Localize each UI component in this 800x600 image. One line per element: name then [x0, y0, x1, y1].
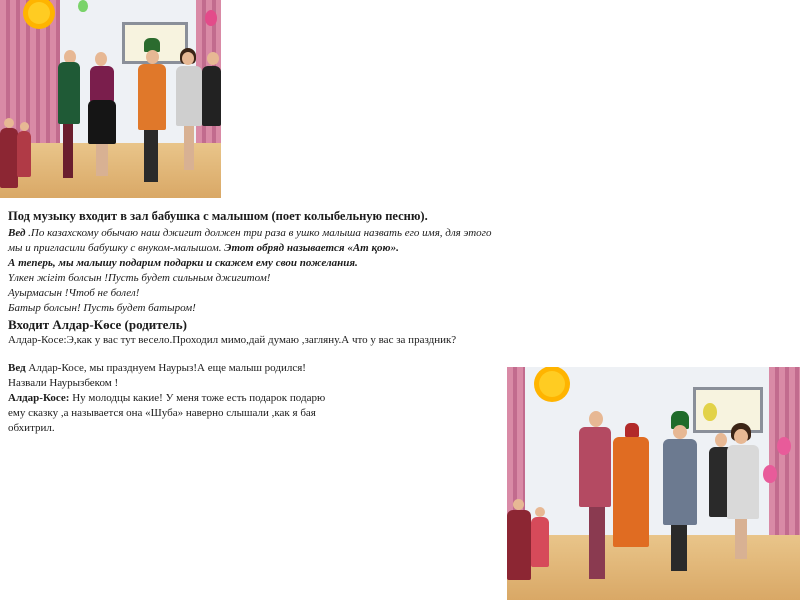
sun-decoration: [539, 371, 565, 397]
ritual-name: Этот обряд называется «Ат қою».: [224, 241, 399, 254]
wish-line-1: Үлкен жігіт болсын !Пусть будет сильным джигитом!: [8, 271, 271, 284]
sun-decoration: [28, 2, 50, 24]
aldar-text: Ну молодцы какие! У меня тоже есть подарок подарю ему сказку ,а называется она «Шуба» наверно слышали ,как я бая обхитрил.: [8, 391, 326, 434]
balloon: [763, 465, 777, 483]
gifts-line: А теперь, мы малышу подарим подарки и скажем ему свои пожелания.: [8, 256, 358, 269]
aldar-first-line: Алдар-Косе:Э,как у вас тут весело.Проходил мимо,дай думаю ,загляну.А что у вас за праздник?: [8, 333, 457, 346]
wish-line-2: Ауырмасын !Чтоб не болел!: [8, 286, 140, 299]
speaker-ved: Вед: [8, 226, 26, 239]
ved-text: Алдар-Косе, мы празднуем Наурыз!А еще малыш родился! Назвали Наурызбеком !: [8, 361, 306, 389]
aldar-enter-heading: Входит Алдар-Көсе (родитель): [8, 316, 187, 332]
aldar-paragraph: [8, 391, 328, 436]
speaker-aldar: Алдар-Косе:: [8, 391, 70, 404]
presenter-paragraph: [8, 226, 493, 256]
curtain-right: [769, 367, 800, 549]
wish-line-3: Батыр болсын! Пусть будет батыром!: [8, 301, 196, 314]
script-text: [8, 208, 493, 436]
photo-bottom-aldar-kose: [507, 367, 800, 600]
dialogue-column: [8, 361, 328, 436]
balloon: [703, 403, 717, 421]
speaker-ved-2: Вед: [8, 361, 26, 374]
balloon: [205, 10, 217, 26]
balloon: [777, 437, 791, 455]
narration-title: Под музыку входит в зал бабушка с малышом (поет колыбельную песню).: [8, 209, 428, 223]
spacer: [8, 348, 493, 361]
presenter-text: .По казахскому обычаю наш джигит должен три раза в ушко малыша назвать его имя, для этого мы и пригласили бабушку с внуком-малышом.: [8, 226, 492, 254]
ved-paragraph: [8, 361, 328, 391]
balloon: [78, 0, 88, 12]
photo-floor: [507, 535, 800, 600]
photo-top-celebration: [0, 0, 221, 198]
